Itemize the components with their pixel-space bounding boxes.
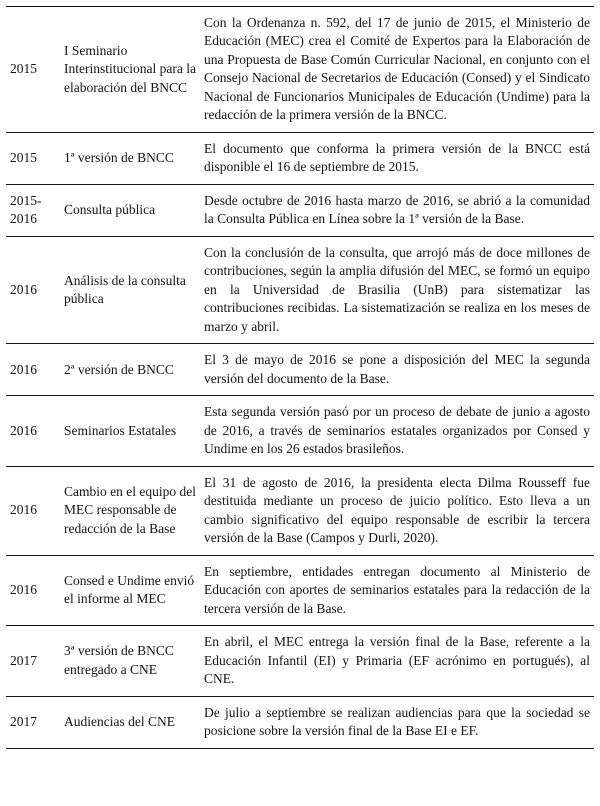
event-title-cell: Consulta pública bbox=[60, 184, 200, 236]
table-row bbox=[6, 466, 594, 555]
event-title-cell: Análisis de la consulta pública bbox=[60, 236, 200, 343]
table-row bbox=[6, 344, 594, 396]
year-cell: 2016 bbox=[6, 396, 60, 466]
event-title-cell: 3ª versión de BNCC entregado a CNE bbox=[60, 626, 200, 696]
table-row bbox=[6, 396, 594, 466]
event-description-cell: En septiembre, entidades entregan documento al Ministerio de Educación con aportes de seminarios estatales para la redacción de la tercera versión de la Base. bbox=[200, 555, 594, 625]
event-title-cell: Cambio en el equipo del MEC responsable de redacción de la Base bbox=[60, 466, 200, 555]
event-description-cell: Con la conclusión de la consulta, que arrojó más de doce millones de contribuciones, según la amplia difusión del MEC, se formó un equipo en la Universidad de Brasilia (UnB) para sistematizar las contribuciones recibidas. La sistematización se realiza en los meses de marzo y abril. bbox=[200, 236, 594, 343]
timeline-table-body bbox=[6, 7, 594, 749]
event-title-cell: I Seminario Interinstitucional para la elaboración del BNCC bbox=[60, 7, 200, 133]
event-description-cell: El 3 de mayo de 2016 se pone a disposición del MEC la segunda versión del documento de la Base. bbox=[200, 344, 594, 396]
year-cell: 2016 bbox=[6, 236, 60, 343]
year-cell: 2016 bbox=[6, 466, 60, 555]
table-row bbox=[6, 7, 594, 133]
table-row bbox=[6, 626, 594, 696]
table-row bbox=[6, 555, 594, 625]
event-description-cell: De julio a septiembre se realizan audiencias para que la sociedad se posicione sobre la versión final de la Base EI e EF. bbox=[200, 696, 594, 748]
table-row bbox=[6, 132, 594, 184]
event-description-cell: El documento que conforma la primera versión de la BNCC está disponible el 16 de septiembre de 2015. bbox=[200, 132, 594, 184]
year-cell: 2017 bbox=[6, 696, 60, 748]
year-cell: 2016 bbox=[6, 344, 60, 396]
event-title-cell: 1ª versión de BNCC bbox=[60, 132, 200, 184]
event-description-cell: Con la Ordenanza n. 592, del 17 de junio de 2015, el Ministerio de Educación (MEC) crea el Comité de Expertos para la Elaboración de una Propuesta de Base Común Curricular Nacional, en conjunto con el Consejo Nacional de Secretarios de Educación (Consed) y el Sindicato Nacional de Funcionarios Municipales de Educación (Undime) para la redacción de la primera versión de la BNCC. bbox=[200, 7, 594, 133]
table-row bbox=[6, 696, 594, 748]
timeline-table bbox=[6, 6, 594, 749]
event-description-cell: Esta segunda versión pasó por un proceso de debate de junio a agosto de 2016, a través de seminarios estatales organizados por Consed y Undime en los 26 estados brasileños. bbox=[200, 396, 594, 466]
year-cell: 2017 bbox=[6, 626, 60, 696]
event-title-cell: 2ª versión de BNCC bbox=[60, 344, 200, 396]
year-cell: 2016 bbox=[6, 555, 60, 625]
event-description-cell: Desde octubre de 2016 hasta marzo de 2016, se abrió a la comunidad la Consulta Pública en Línea sobre la 1ª versión de la Base. bbox=[200, 184, 594, 236]
event-description-cell: En abril, el MEC entrega la versión final de la Base, referente a la Educación Infantil (EI) y Primaria (EF acrónimo en portugués), al CNE. bbox=[200, 626, 594, 696]
year-cell: 2015 bbox=[6, 7, 60, 133]
table-row bbox=[6, 236, 594, 343]
event-title-cell: Seminarios Estatales bbox=[60, 396, 200, 466]
year-cell: 2015-2016 bbox=[6, 184, 60, 236]
event-title-cell: Audiencias del CNE bbox=[60, 696, 200, 748]
event-description-cell: El 31 de agosto de 2016, la presidenta electa Dilma Rousseff fue destituida mediante un proceso de juicio político. Esto lleva a un cambio significativo del equipo responsable de escribir la tercera versión de la Base (Campos y Durli, 2020). bbox=[200, 466, 594, 555]
event-title-cell: Consed e Undime envió el informe al MEC bbox=[60, 555, 200, 625]
table-row bbox=[6, 184, 594, 236]
year-cell: 2015 bbox=[6, 132, 60, 184]
